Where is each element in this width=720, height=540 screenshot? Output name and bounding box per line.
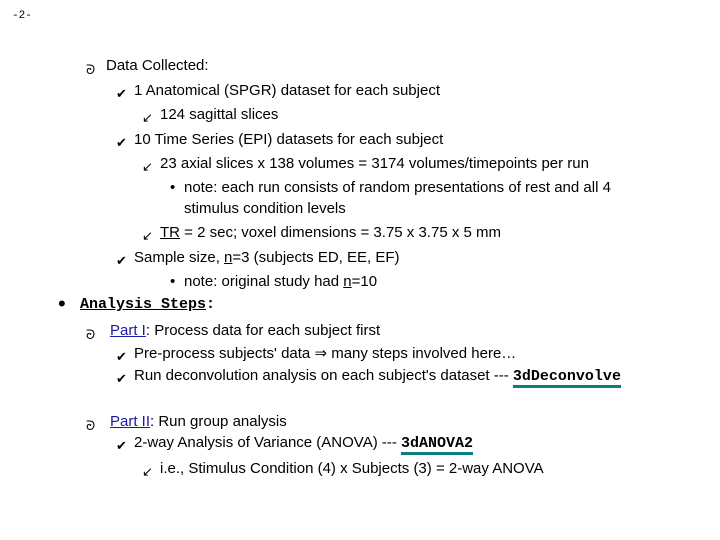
analysis-steps-heading bbox=[80, 296, 215, 313]
anatomical-sub-item: 124 sagittal slices bbox=[160, 106, 279, 123]
anova-item bbox=[134, 433, 473, 454]
dot-bullet-icon: • bbox=[170, 179, 176, 196]
sample-size-rest: =3 (subjects ED, EE, EF) bbox=[232, 249, 400, 266]
note2-text: note: original study had bbox=[184, 273, 344, 290]
deconvolve-command: 3dDeconvolve bbox=[513, 368, 621, 388]
analysis-steps-colon: : bbox=[206, 296, 216, 313]
check-glyph-icon: ✔︎ bbox=[116, 135, 127, 150]
timeseries-item: 10 Time Series (EPI) datasets for each subject bbox=[134, 131, 444, 148]
arrow-glyph-icon: ↙︎ bbox=[142, 464, 153, 479]
anova-text: 2-way Analysis of Variance (ANOVA) --- bbox=[134, 434, 402, 451]
preprocess-item bbox=[134, 344, 516, 364]
main-bullet-icon: • bbox=[58, 291, 66, 316]
sample-n: n bbox=[224, 249, 233, 266]
anova-sub-item: i.e., Stimulus Condition (4) x Subjects (3) = 2-way ANOVA bbox=[160, 460, 544, 477]
dot-bullet-icon: • bbox=[170, 273, 176, 290]
part1-item bbox=[110, 321, 380, 341]
bullet-glyph-icon: ᘒ bbox=[86, 327, 96, 342]
preprocess-text: Pre-process subjects' data bbox=[134, 345, 315, 362]
arrow-glyph-icon: ↙︎ bbox=[142, 110, 153, 125]
part2-item bbox=[110, 412, 287, 432]
bullet-glyph-icon: ᘒ bbox=[86, 418, 96, 433]
check-glyph-icon: ✔︎ bbox=[116, 349, 127, 364]
note1-line1: note: each run consists of random presentations of rest and all 4 bbox=[184, 179, 611, 196]
analysis-steps-title: Analysis Steps bbox=[80, 296, 207, 313]
check-glyph-icon: ✔︎ bbox=[116, 371, 127, 386]
check-glyph-icon: ✔︎ bbox=[116, 253, 127, 268]
tr-text: = 2 sec; voxel dimensions = 3.75 x 3.75 x 5 mm bbox=[180, 224, 501, 241]
tr-item bbox=[160, 223, 501, 243]
check-glyph-icon: ✔︎ bbox=[116, 86, 127, 101]
note2-item bbox=[184, 272, 377, 292]
data-collected-heading: Data Collected: bbox=[106, 57, 209, 74]
note2-rest: =10 bbox=[351, 273, 378, 290]
check-glyph-icon: ✔︎ bbox=[116, 438, 127, 453]
sample-size-text: Sample size, bbox=[134, 249, 225, 266]
note2-n: n bbox=[343, 273, 352, 290]
anova-command: 3dANOVA2 bbox=[401, 435, 473, 455]
note1-line2: stimulus condition levels bbox=[184, 200, 346, 217]
implies-arrow-icon: ⇒ bbox=[314, 345, 328, 362]
part1-text: : Process data for each subject first bbox=[145, 322, 381, 339]
arrow-glyph-icon: ↙︎ bbox=[142, 228, 153, 243]
timeseries-sub-item: 23 axial slices x 138 volumes = 3174 volumes/timepoints per run bbox=[160, 155, 589, 172]
deconvolution-item bbox=[134, 366, 621, 387]
part2-text: : Run group analysis bbox=[150, 413, 287, 430]
part1-link[interactable]: Part I bbox=[110, 322, 146, 339]
tr-label: TR bbox=[160, 224, 180, 241]
anatomical-item: 1 Anatomical (SPGR) dataset for each subject bbox=[134, 82, 440, 99]
preprocess-rest: many steps involved here… bbox=[327, 345, 517, 362]
bullet-glyph-icon: ᘒ bbox=[86, 62, 96, 77]
page-number: -2- bbox=[12, 10, 32, 22]
arrow-glyph-icon: ↙︎ bbox=[142, 159, 153, 174]
sample-size-item bbox=[134, 248, 400, 268]
deconvolution-text: Run deconvolution analysis on each subject's dataset --- bbox=[134, 367, 513, 384]
part2-link[interactable]: Part II bbox=[110, 413, 151, 430]
